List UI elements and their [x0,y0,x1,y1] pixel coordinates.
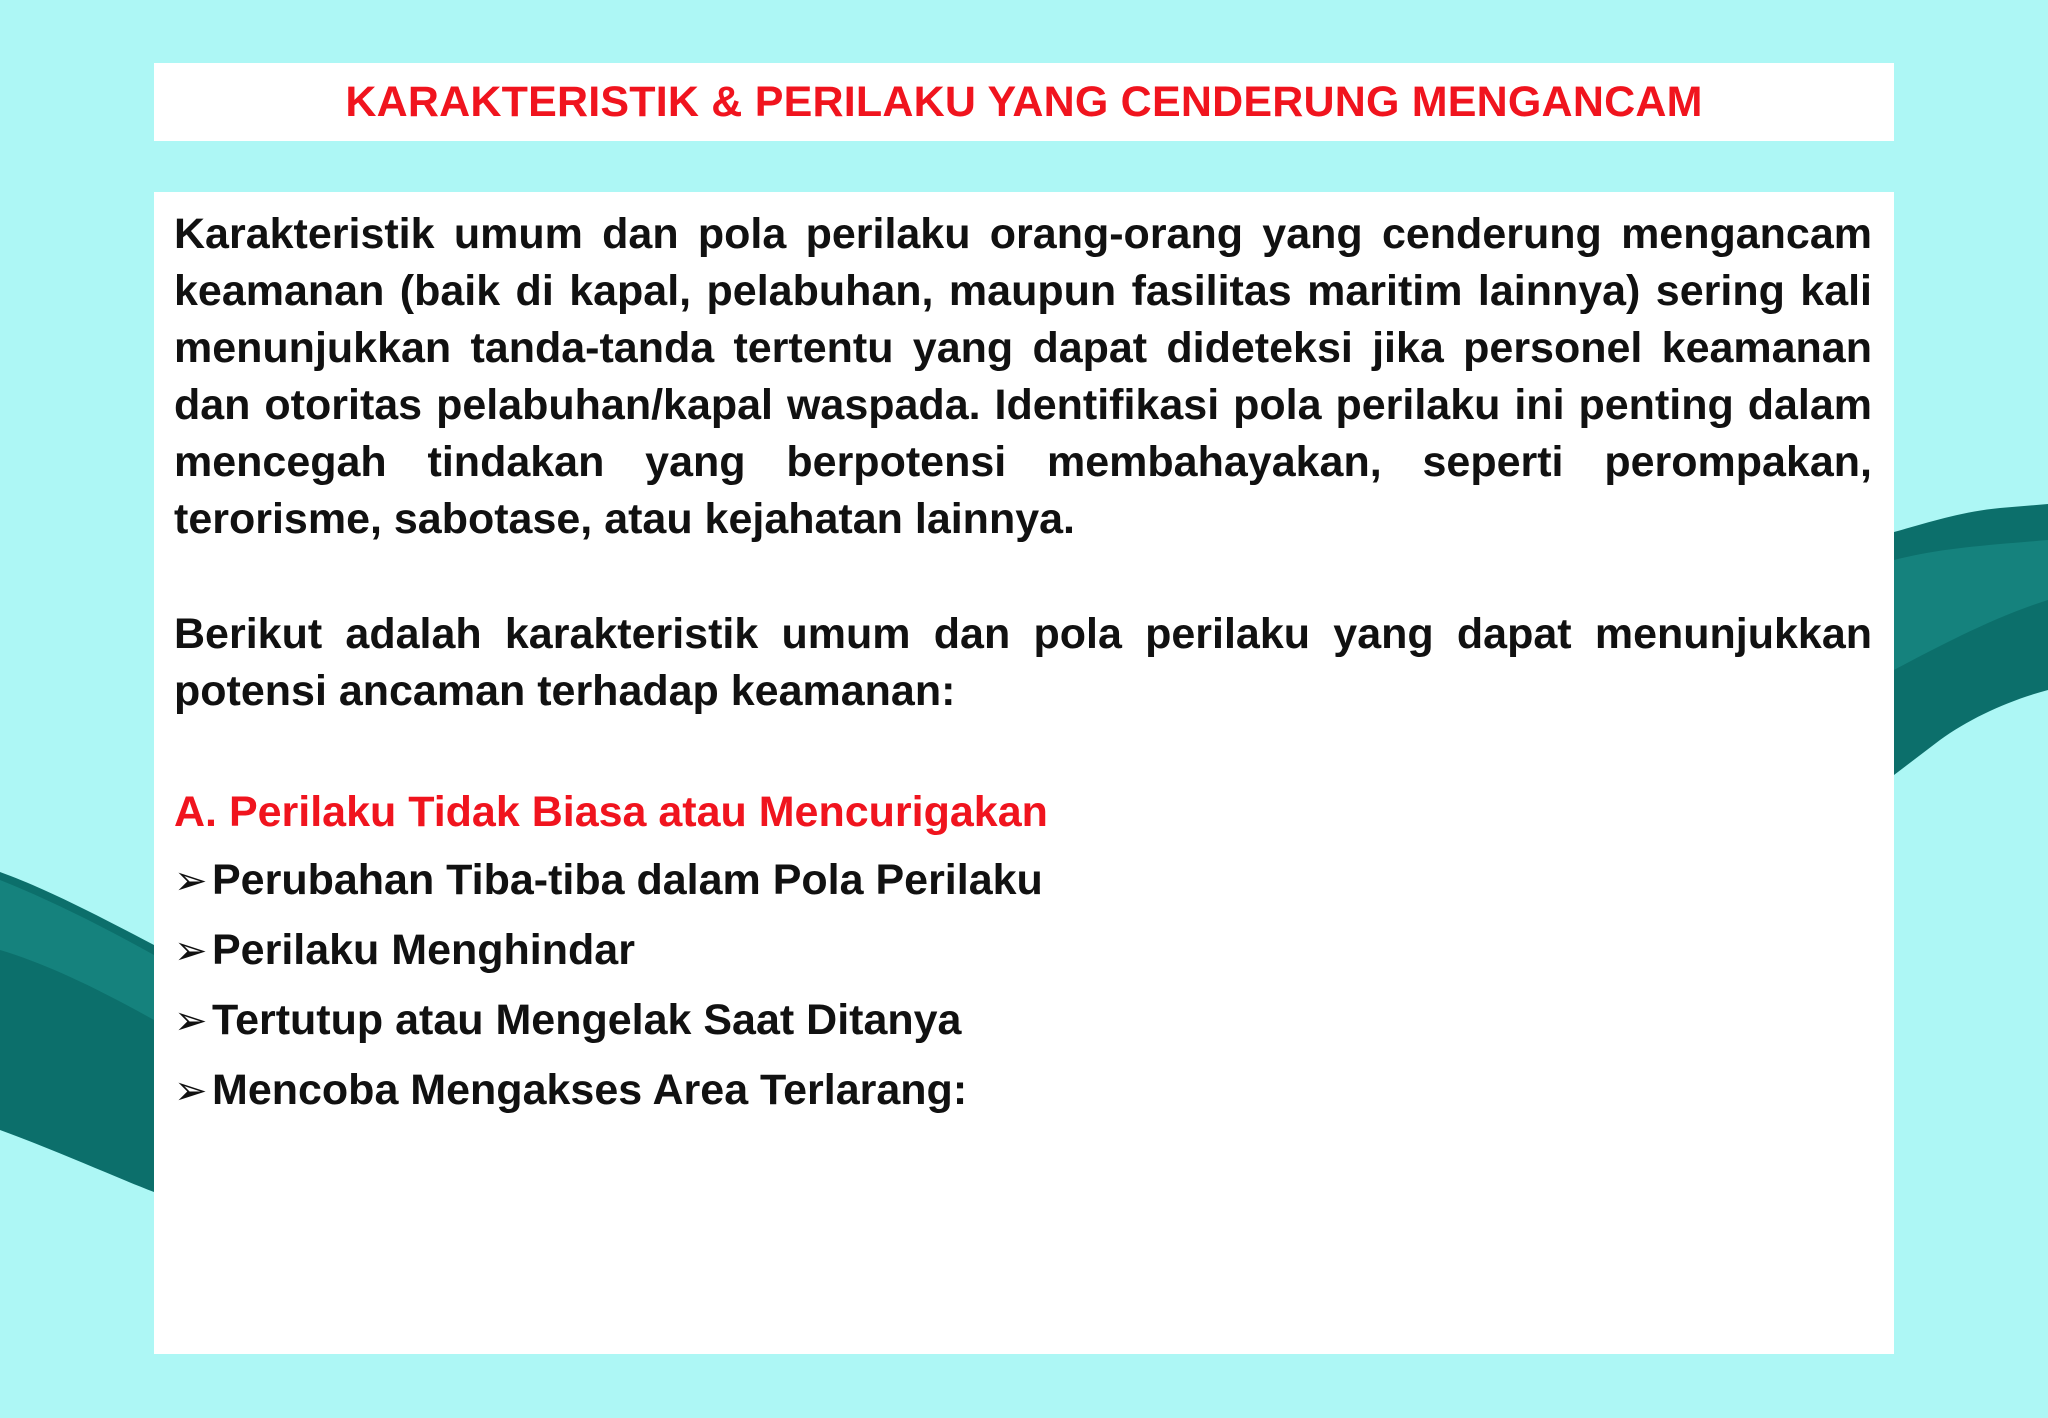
list-item-text: Perilaku Menghindar [212,926,635,974]
list-item-text: Perubahan Tiba-tiba dalam Pola Perilaku [212,856,1043,904]
bullet-list [174,851,1872,1120]
slide-title: KARAKTERISTIK & PERILAKU YANG CENDERUNG MENGANCAM [345,77,1703,126]
list-item-text: Mencoba Mengakses Area Terlarang: [212,1066,968,1114]
arrowhead-bullet-icon: ➢ [174,858,208,904]
arrowhead-bullet-icon: ➢ [174,998,208,1044]
arrowhead-bullet-icon: ➢ [174,928,208,974]
list-item [174,851,1872,910]
content-panel [154,192,1894,1354]
intro-paragraph: Karakteristik umum dan pola perilaku orang-orang yang cenderung mengancam keamanan (baik di kapal, pelabuhan, maupun fasilitas maritim lainnya) sering kali menunjukkan tanda-tanda tertentu yang dapat dideteksi jika personel keamanan dan otoritas pelabuhan/kapal waspada. Identifikasi pola perilaku ini penting dalam mencegah tindakan yang berpotensi membahayakan, seperti perompakan, terorisme, sabotase, atau kejahatan lainnya. [174,210,1872,543]
list-item [174,1061,1872,1120]
list-item [174,921,1872,980]
lead-in-paragraph: Berikut adalah karakteristik umum dan pola perilaku yang dapat menunjukkan potensi ancaman terhadap keamanan: [174,610,1872,715]
list-item-text: Tertutup atau Mengelak Saat Ditanya [212,996,962,1044]
title-banner [154,63,1894,141]
list-item [174,991,1872,1050]
arrowhead-bullet-icon: ➢ [174,1068,208,1114]
section-heading: A. Perilaku Tidak Biasa atau Mencurigakan [174,788,1048,836]
